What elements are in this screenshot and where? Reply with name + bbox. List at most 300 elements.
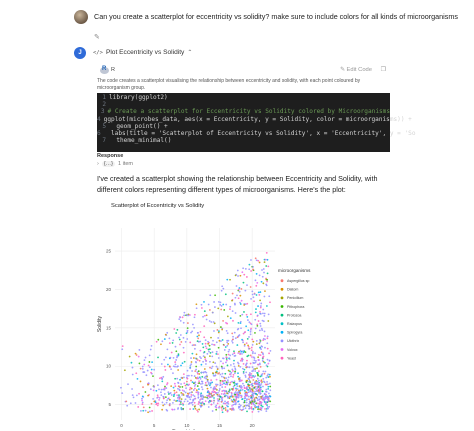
code-line (97, 115, 412, 123)
scatter-point (243, 311, 245, 313)
scatter-point (213, 301, 215, 303)
scatter-point (187, 370, 189, 372)
scatter-point (172, 402, 174, 404)
scatter-point (207, 341, 209, 343)
scatter-point (212, 340, 214, 342)
scatter-point (201, 386, 203, 388)
scatter-point (263, 381, 265, 383)
scatter-point (173, 328, 175, 330)
scatter-point (176, 329, 178, 331)
scatter-point (227, 316, 229, 318)
scatter-point (246, 380, 248, 382)
scatter-point (202, 343, 204, 345)
scatter-point (194, 370, 196, 372)
legend-swatch (281, 288, 284, 291)
scatter-point (262, 386, 264, 388)
scatter-point (185, 392, 187, 394)
scatter-point (269, 400, 271, 402)
scatter-point (169, 404, 171, 406)
scatter-point (240, 288, 242, 290)
scatter-point (203, 372, 205, 374)
scatter-point (165, 387, 167, 389)
scatter-point (167, 398, 169, 400)
scatter-point (169, 399, 171, 401)
scatter-point (242, 267, 244, 269)
scatter-point (136, 394, 138, 396)
scatter-point (213, 388, 215, 390)
scatter-point (212, 372, 214, 374)
scatter-point (264, 408, 266, 410)
scatter-point (243, 385, 245, 387)
scatter-point (195, 303, 197, 305)
legend-swatch (281, 357, 284, 360)
scatter-point (164, 369, 166, 371)
scatter-point (222, 320, 224, 322)
scatter-point (213, 402, 215, 404)
scatter-point (241, 271, 243, 273)
scatter-point (231, 395, 233, 397)
scatter-point (155, 390, 157, 392)
scatter-point (251, 349, 253, 351)
scatter-point (183, 352, 185, 354)
scatter-point (195, 369, 197, 371)
scatter-point (157, 394, 159, 396)
scatter-point (267, 335, 269, 337)
scatter-point (190, 392, 192, 394)
scatter-point (155, 403, 157, 405)
scatter-point (193, 382, 195, 384)
response-item-count: 1 item (118, 161, 134, 167)
scatter-point (267, 388, 269, 390)
scatter-point (178, 396, 180, 398)
scatter-point (230, 372, 232, 374)
scatter-point (252, 294, 254, 296)
scatter-point (259, 311, 261, 313)
scatter-point (200, 383, 202, 385)
scatter-point (249, 407, 251, 409)
scatter-point (202, 383, 204, 385)
scatter-point (253, 359, 255, 361)
scatter-point (204, 351, 206, 353)
scatter-point (180, 341, 182, 343)
scatter-point (255, 402, 257, 404)
scatter-point (193, 408, 195, 410)
scatter-point (193, 389, 195, 391)
scatter-point (216, 366, 218, 368)
scatter-point (210, 337, 212, 339)
scatter-point (182, 362, 184, 364)
scatter-point (137, 406, 139, 408)
scatter-point (251, 408, 253, 410)
scatter-point (231, 300, 233, 302)
scatter-point (242, 409, 244, 411)
legend-title: microorganisms (278, 268, 311, 273)
scatter-point (256, 259, 258, 261)
scatterplot-svg (95, 200, 395, 430)
scatter-point (230, 364, 232, 366)
scatter-point (262, 282, 264, 284)
scatter-point (254, 400, 256, 402)
scatter-point (226, 393, 228, 395)
scatter-point (207, 398, 209, 400)
scatter-point (211, 355, 213, 357)
scatter-point (157, 384, 159, 386)
scatter-point (235, 391, 237, 393)
scatter-point (172, 342, 174, 344)
scatter-point (212, 312, 214, 314)
scatter-point (235, 312, 237, 314)
scatter-point (247, 344, 249, 346)
scatter-point (196, 307, 198, 309)
scatter-point (169, 342, 171, 344)
scatter-point (266, 396, 268, 398)
scatter-point (239, 366, 241, 368)
scatter-point (153, 389, 155, 391)
scatter-point (223, 402, 225, 404)
code-text: geom_point() + (109, 122, 168, 130)
scatter-point (218, 347, 220, 349)
scatter-point (215, 385, 217, 387)
scatter-point (217, 373, 219, 375)
scatter-point (235, 399, 237, 401)
scatter-point (243, 371, 245, 373)
code-block[interactable] (97, 93, 416, 152)
scatter-point (224, 349, 226, 351)
scatter-point (218, 357, 220, 359)
scatterplot-chart (95, 200, 395, 430)
plot-toggle-button[interactable] (93, 49, 192, 56)
r-logo-letter: R (102, 66, 107, 72)
scatter-point (220, 360, 222, 362)
scatter-point (207, 379, 209, 381)
scatter-point (198, 380, 200, 382)
scatter-point (256, 325, 258, 327)
legend-label: Volvox (287, 347, 298, 352)
scatter-point (255, 279, 257, 281)
code-icon: </> (93, 49, 103, 56)
scatter-point (187, 378, 189, 380)
scatter-point (265, 391, 267, 393)
scatter-point (269, 301, 271, 303)
scatter-point (245, 371, 247, 373)
scatter-point (183, 347, 185, 349)
scatter-point (138, 393, 140, 395)
scatter-point (258, 383, 260, 385)
scatter-point (203, 325, 205, 327)
scatter-point (224, 403, 226, 405)
scatter-point (168, 337, 170, 339)
scatter-point (200, 395, 202, 397)
scatter-point (167, 364, 169, 366)
scatter-point (252, 366, 254, 368)
scatter-point (162, 405, 164, 407)
scatter-point (223, 309, 225, 311)
scatter-point (258, 291, 260, 293)
scatter-point (214, 362, 216, 364)
scatter-point (124, 369, 126, 371)
scatter-point (228, 354, 230, 356)
scatter-point (188, 393, 190, 395)
scatter-point (179, 379, 181, 381)
scatter-point (190, 363, 192, 365)
scatter-point (258, 294, 260, 296)
scatter-point (158, 388, 160, 390)
scatter-point (232, 353, 234, 355)
scatter-point (252, 401, 254, 403)
scatter-point (243, 369, 245, 371)
scatter-point (259, 408, 261, 410)
scatter-point (131, 362, 133, 364)
scatter-point (254, 332, 256, 334)
scatter-point (252, 370, 254, 372)
legend-label: Ulothrix (287, 339, 300, 344)
legend-swatch (281, 279, 284, 282)
scatter-point (250, 313, 252, 315)
scatter-point (181, 377, 183, 379)
scatter-point (205, 343, 207, 345)
scatter-point (229, 308, 231, 310)
scatter-point (229, 389, 231, 391)
scatter-point (170, 368, 172, 370)
scatter-point (225, 293, 227, 295)
code-card (97, 66, 416, 152)
scatter-point (215, 409, 217, 411)
scatter-point (146, 374, 148, 376)
scatter-point (125, 400, 127, 402)
scatter-point (248, 406, 250, 408)
scatter-point (157, 357, 159, 359)
scatter-point (267, 406, 269, 408)
scatter-point (240, 396, 242, 398)
scatter-point (198, 403, 200, 405)
legend-swatch (281, 314, 284, 317)
scatter-point (216, 329, 218, 331)
scatter-point (207, 343, 209, 345)
scatter-point (267, 272, 269, 274)
scatter-point (227, 397, 229, 399)
scatter-point (164, 338, 166, 340)
scatter-point (239, 291, 241, 293)
scatter-point (174, 378, 176, 380)
scatter-point (237, 352, 239, 354)
scatter-point (222, 373, 224, 375)
scatter-point (235, 274, 237, 276)
scatter-point (217, 368, 219, 370)
scatter-point (172, 372, 174, 374)
scatter-point (233, 398, 235, 400)
scatter-point (240, 303, 242, 305)
scatter-point (150, 349, 152, 351)
scatter-point (252, 344, 254, 346)
scatter-point (188, 403, 190, 405)
scatter-point (255, 257, 257, 259)
line-number: 1 (102, 94, 106, 101)
scatter-point (175, 350, 177, 352)
scatter-point (197, 385, 199, 387)
scatter-point (200, 331, 202, 333)
scatter-point (225, 409, 227, 411)
scatter-point (232, 342, 234, 344)
scatter-point (225, 346, 227, 348)
scatter-point (239, 380, 241, 382)
legend-label: Diatom (287, 287, 299, 292)
scatter-point (194, 388, 196, 390)
copy-icon[interactable]: ❐ (380, 67, 386, 73)
legend-label: Raizopus (287, 322, 302, 326)
chevron-up-icon: ⌃ (187, 50, 193, 56)
scatter-point (206, 395, 208, 397)
scatter-point (206, 347, 208, 349)
scatter-point (241, 351, 243, 353)
scatter-point (161, 363, 163, 365)
scatter-point (257, 305, 259, 307)
scatter-point (197, 359, 199, 361)
scatter-point (205, 378, 207, 380)
scatter-point (265, 397, 267, 399)
scatter-point (221, 290, 223, 292)
scatter-point (250, 333, 252, 335)
scatter-point (230, 375, 232, 377)
scatter-point (209, 348, 211, 350)
scatter-point (262, 406, 264, 408)
scatter-point (257, 375, 259, 377)
scatter-point (221, 380, 223, 382)
scatter-point (180, 334, 182, 336)
scatter-point (267, 408, 269, 410)
expand-chevron-icon: › (97, 161, 99, 167)
scatter-point (260, 396, 262, 398)
scatter-point (138, 349, 140, 351)
scatter-point (218, 301, 220, 303)
scatter-point (189, 342, 191, 344)
scatter-point (140, 410, 142, 412)
scatter-point (259, 388, 261, 390)
scatter-point (143, 406, 145, 408)
scatter-point (220, 380, 222, 382)
scatter-point (144, 391, 146, 393)
scatter-point (147, 395, 149, 397)
scatter-point (239, 295, 241, 297)
scatter-point (205, 339, 207, 341)
scatter-point (194, 398, 196, 400)
scatter-point (217, 337, 219, 339)
x-tick-label: 20 (249, 423, 255, 428)
scatter-point (257, 408, 259, 410)
scatter-point (194, 402, 196, 404)
scatter-point (181, 386, 183, 388)
scatter-point (213, 321, 215, 323)
scatter-point (181, 394, 183, 396)
scatter-point (258, 354, 260, 356)
scatter-point (234, 394, 236, 396)
scatter-point (155, 401, 157, 403)
scatter-point (263, 399, 265, 401)
scatter-point (217, 392, 219, 394)
scatter-point (250, 329, 252, 331)
line-number: 3 (100, 108, 105, 116)
scatter-point (209, 384, 211, 386)
scatter-point (226, 384, 228, 386)
scatter-point (188, 396, 190, 398)
scatter-point (201, 398, 203, 400)
scatter-point (251, 388, 253, 390)
edit-code-button[interactable]: ✎ Edit Code (340, 67, 372, 73)
scatter-point (196, 353, 198, 355)
scatter-point (207, 388, 209, 390)
scatter-point (238, 403, 240, 405)
scatter-point (235, 337, 237, 339)
scatter-point (167, 391, 169, 393)
scatter-point (149, 407, 151, 409)
response-summary[interactable] (97, 161, 133, 167)
scatter-point (175, 364, 177, 366)
scatter-point (241, 300, 243, 302)
scatter-point (248, 389, 250, 391)
scatter-point (264, 296, 266, 298)
scatter-point (238, 297, 240, 299)
scatter-point (199, 376, 201, 378)
scatter-point (132, 394, 134, 396)
scatter-point (210, 387, 212, 389)
scatter-point (261, 346, 263, 348)
scatter-point (222, 383, 224, 385)
scatter-point (217, 307, 219, 309)
scatter-point (232, 310, 234, 312)
scatter-point (164, 366, 166, 368)
scatter-point (142, 410, 144, 412)
scatter-point (260, 366, 262, 368)
scatter-point (194, 316, 196, 318)
scatter-point (251, 411, 253, 413)
scatter-point (197, 373, 199, 375)
scatter-point (230, 317, 232, 319)
scatter-point (262, 390, 264, 392)
scatter-point (233, 409, 235, 411)
language-label: R (111, 67, 115, 73)
scatter-point (151, 410, 153, 412)
scatter-point (185, 387, 187, 389)
scatter-point (231, 333, 233, 335)
scatter-point (135, 402, 137, 404)
scatter-point (126, 405, 128, 407)
scatter-point (157, 405, 159, 407)
scatter-point (203, 301, 205, 303)
scatter-point (234, 303, 236, 305)
scatter-point (232, 320, 234, 322)
scatter-point (242, 389, 244, 391)
scatter-point (225, 361, 227, 363)
scatter-point (262, 352, 264, 354)
scatter-point (189, 398, 191, 400)
scatter-point (195, 358, 197, 360)
scatter-point (177, 388, 179, 390)
scatter-point (217, 395, 219, 397)
scatter-point (267, 348, 269, 350)
scatter-point (148, 365, 150, 367)
scatter-point (244, 375, 246, 377)
scatter-point (247, 329, 249, 331)
y-tick-label: 10 (105, 363, 111, 369)
scatter-point (122, 345, 124, 347)
scatter-point (244, 400, 246, 402)
scatter-point (263, 315, 265, 317)
legend-swatch (281, 331, 284, 334)
scatter-point (196, 336, 198, 338)
scatter-point (211, 391, 213, 393)
edit-icon[interactable]: ✎ (94, 34, 100, 41)
scatter-point (168, 393, 170, 395)
scatter-point (239, 352, 241, 354)
